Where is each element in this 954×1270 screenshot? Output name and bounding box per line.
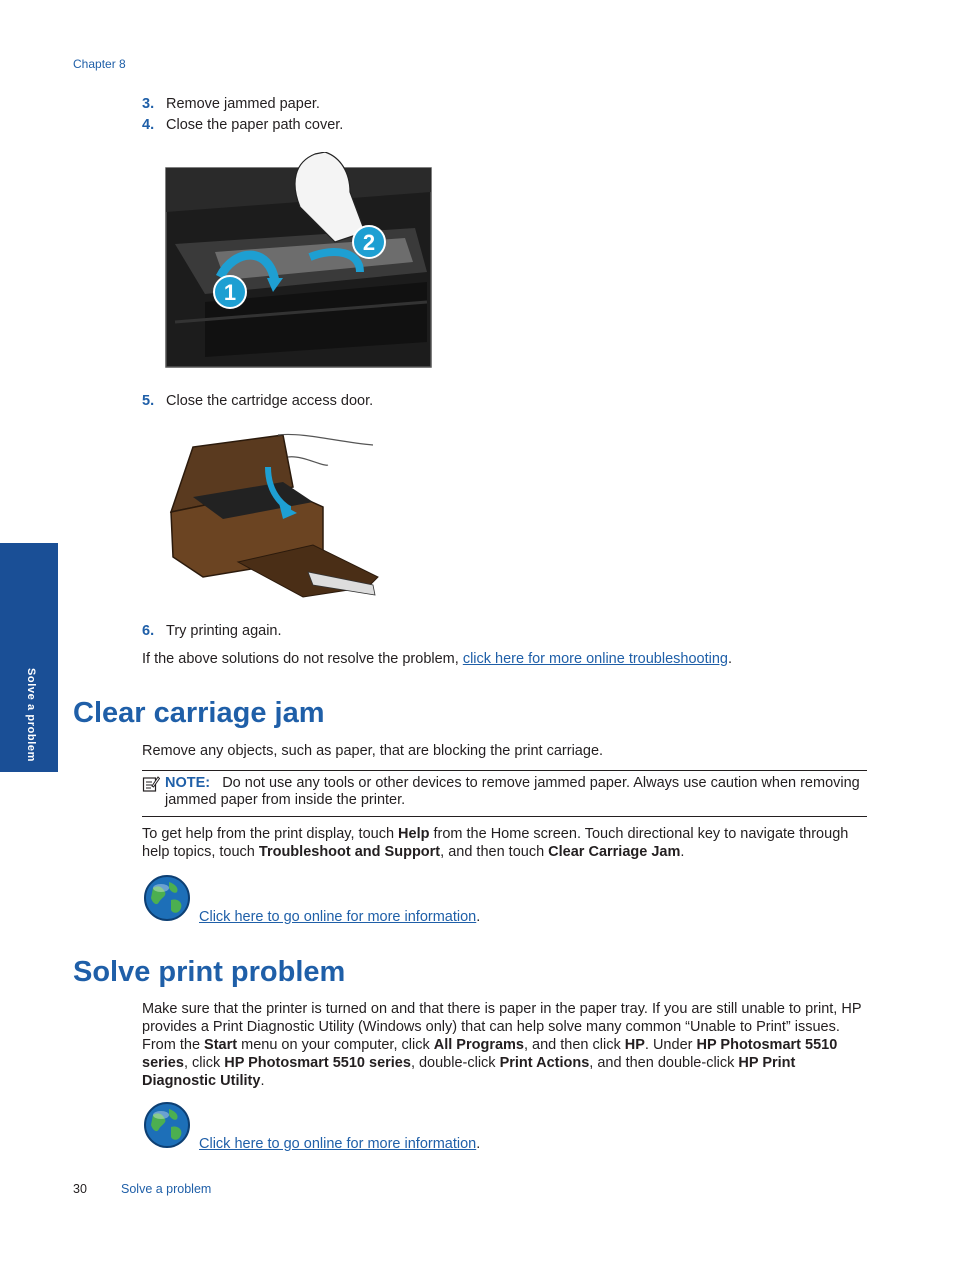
body-bold: HP [624,1037,645,1053]
step-5 [142,393,373,409]
step-text: Try printing again. [166,623,282,639]
body-text: Make sure that the printer is turned on and that there is paper in the paper tray. If you are still unable to print, HP provides a Print Diagnostic Utility (Windows only) that can help solve many common “Unable to Print” issues. From the [142,1001,862,1053]
step-3 [142,96,320,112]
step-text: Close the cartridge access door. [166,393,374,409]
note-label: NOTE: [165,775,211,791]
body-bold: HP Photosmart 5510 series [224,1055,411,1071]
online-info-1 [199,909,480,925]
body-text: menu on your computer, click [237,1037,434,1053]
help-bold-troubleshoot: Troubleshoot and Support [258,844,441,860]
note-text: Do not use any tools or other devices to remove jammed paper. Always use caution when removing jammed paper from inside the printer. [165,775,860,808]
step-number: 6. [142,623,155,639]
online-info-link[interactable]: Click here to go online for more information [199,909,477,925]
section-title-solve-print-problem: Solve print problem [73,956,346,988]
step-text: Close the paper path cover. [166,117,344,133]
online-info-link[interactable]: Click here to go online for more information [199,1136,477,1152]
footer-section: Solve a problem [121,1182,212,1196]
online-info-end: . [476,909,481,925]
note-content [165,775,865,809]
step-number: 4. [142,117,155,133]
help-text: . [680,844,685,860]
help-text: To get help from the print display, touch [142,826,399,842]
troubleshoot-text: If the above solutions do not resolve the problem, [142,651,463,667]
section2-body [142,1000,867,1090]
body-bold: Print Actions [499,1055,590,1071]
cartridge-door-illustration [163,427,381,600]
page-number: 30 [73,1182,87,1196]
body-text: . Under [644,1037,697,1053]
body-bold: HP Print Diagnostic Utility [142,1055,796,1089]
help-paragraph [142,825,867,861]
body-bold: HP Photosmart 5510 series [142,1037,838,1071]
step-number: 5. [142,393,155,409]
note-icon [142,775,160,793]
body-text: , double-click [410,1055,500,1071]
paper-path-cover-illustration [165,152,433,370]
body-text: , click [183,1055,225,1071]
globe-icon [143,874,191,922]
body-text: , and then click [524,1037,625,1053]
body-bold: All Programs [433,1037,524,1053]
step-number: 3. [142,96,155,112]
help-text: from the Home screen. Touch directional key to navigate through help topics, touch [142,826,849,860]
help-bold-clear-carriage-jam: Clear Carriage Jam [548,844,681,860]
step-text: Remove jammed paper. [166,96,320,112]
online-troubleshooting-link[interactable]: click here for more online troubleshooting [462,651,728,667]
step-4 [142,117,343,133]
body-text: . [260,1073,265,1089]
online-info-end: . [476,1136,481,1152]
body-bold: Start [204,1037,238,1053]
help-bold-help: Help [398,826,430,842]
callout-1: 1 [223,280,237,305]
callout-2: 2 [362,230,376,255]
note-box [142,770,867,817]
online-info-2 [199,1136,480,1152]
section-title-clear-carriage-jam: Clear carriage jam [73,697,325,729]
troubleshoot-paragraph [142,650,867,668]
help-text: , and then touch [440,844,549,860]
troubleshoot-end: . [727,651,733,667]
side-tab-label: Solve a problem [25,668,37,762]
section1-intro: Remove any objects, such as paper, that are blocking the print carriage. [142,743,604,759]
chapter-header: Chapter 8 [73,57,126,71]
step-6 [142,623,282,639]
globe-icon [143,1101,191,1149]
body-text: , and then double-click [589,1055,739,1071]
